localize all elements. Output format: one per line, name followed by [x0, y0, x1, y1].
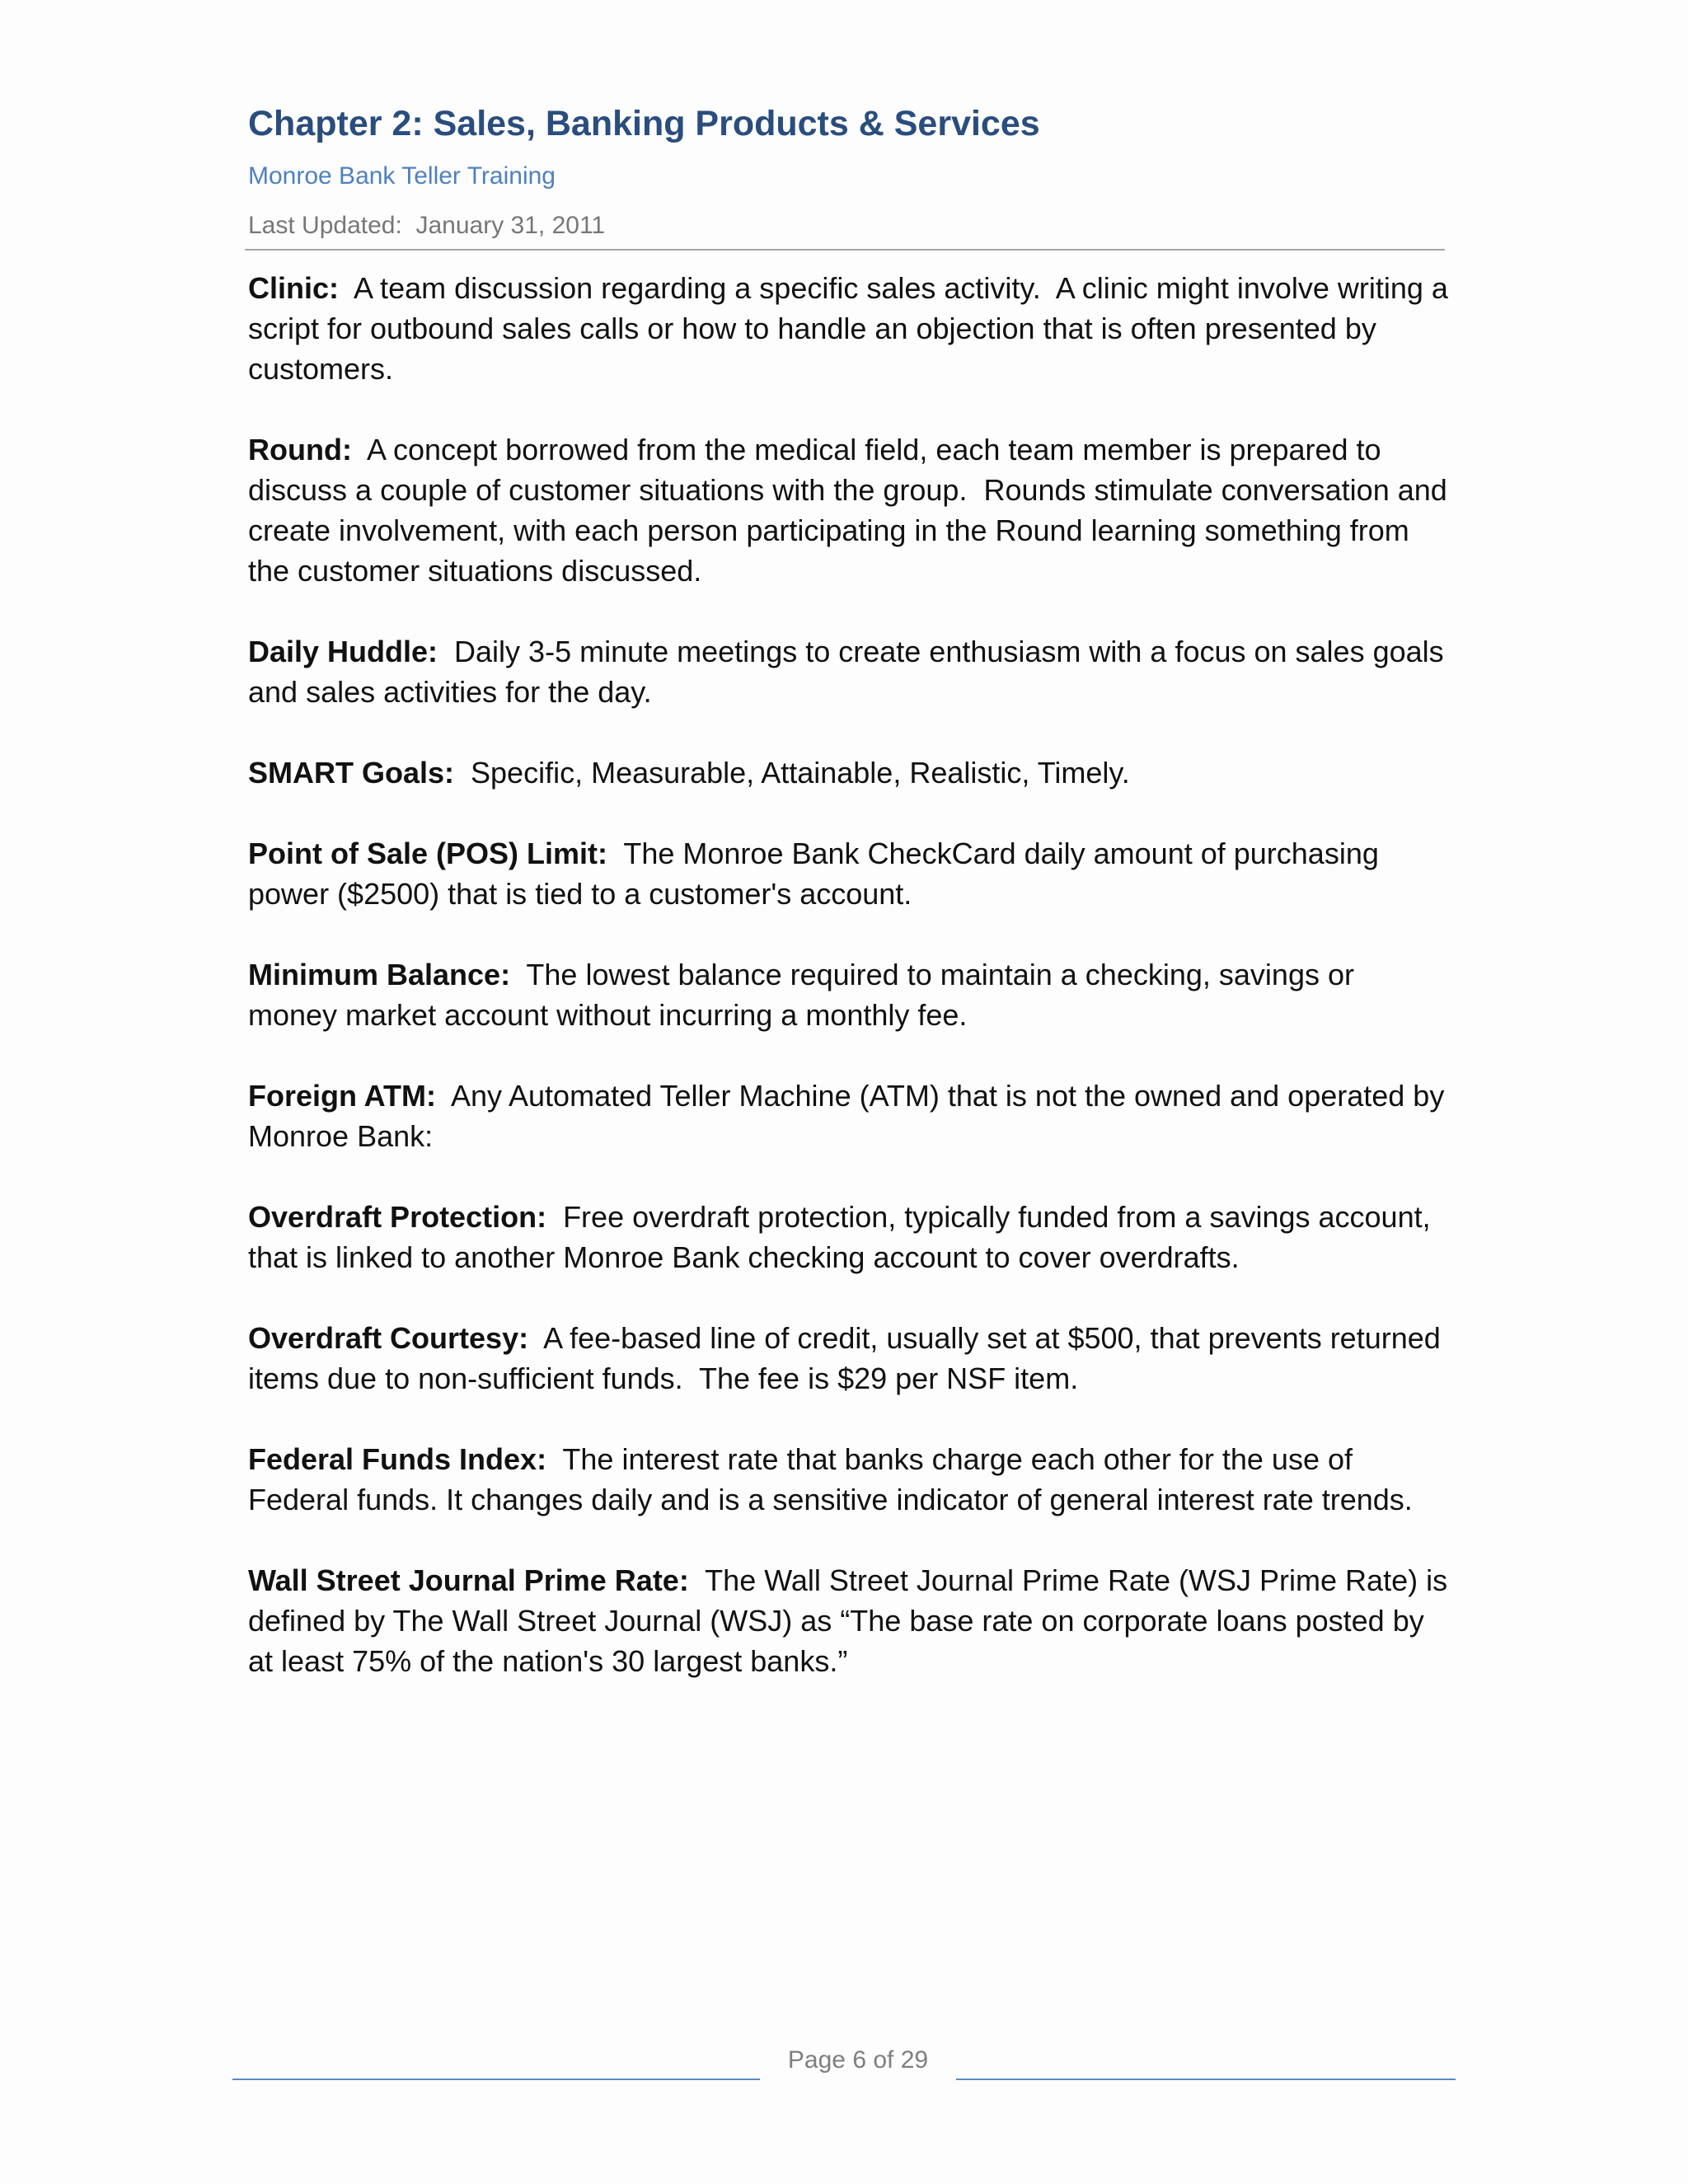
glossary-term: Overdraft Courtesy: [248, 1321, 529, 1355]
glossary-term: Round: [248, 433, 352, 466]
glossary-definition: The Monroe Bank CheckCard daily amount of purchasing power ($2500) that is tied to a customer's account. [248, 837, 1387, 911]
glossary-term: SMART Goals: [248, 756, 455, 790]
document-subtitle: Monroe Bank Teller Training [248, 162, 556, 190]
glossary-definition: The lowest balance required to maintain a checking, savings or money market account without incurring a monthly fee. [248, 958, 1362, 1032]
page-header [248, 99, 1445, 242]
glossary-definition: Free overdraft protection, typically funded from a savings account, that is linked to another Monroe Bank checking account to cover overdrafts. [248, 1200, 1439, 1274]
glossary-entry-foreign-atm [248, 1076, 1451, 1156]
footer-rule-left [232, 2079, 760, 2080]
glossary-definition: A fee-based line of credit, usually set at $500, that prevents returned items due to non-sufficient funds. The fee is $29 per NSF item. [248, 1321, 1449, 1395]
glossary-term: Overdraft Protection: [248, 1200, 547, 1234]
last-updated: Last Updated: January 31, 2011 [248, 212, 606, 239]
glossary-entry-daily-huddle [248, 631, 1451, 712]
glossary-entry-wsj-prime-rate [248, 1560, 1456, 1681]
chapter-title: Chapter 2: Sales, Banking Products & Services [248, 104, 1040, 143]
glossary-definition: A team discussion regarding a specific sales activity. A clinic might involve writing a script for outbound sales calls or how to handle an objection that is often presented by customers. [248, 271, 1456, 386]
glossary-term: Minimum Balance: [248, 958, 511, 991]
glossary-entry-federal-funds-index [248, 1439, 1451, 1520]
glossary-entry-overdraft-courtesy [248, 1318, 1451, 1399]
glossary-term: Federal Funds Index: [248, 1442, 547, 1476]
glossary-definition: The Wall Street Journal Prime Rate (WSJ Prime Rate) is defined by The Wall Street Journal (WSJ) as “The base rate on corporate loans posted by at least 75% of the nation's 30 largest banks.” [248, 1563, 1456, 1678]
glossary-term: Foreign ATM: [248, 1079, 436, 1113]
glossary-entry-smart-goals [248, 752, 1451, 793]
glossary-term: Point of Sale (POS) Limit: [248, 837, 608, 870]
glossary-definition: A concept borrowed from the medical field, each team member is prepared to discuss a couple of customer situations with the group. Rounds stimulate conversation and create involvement, with each person participating in the Round learning something from the customer situations discussed. [248, 433, 1456, 588]
glossary-definition: Specific, Measurable, Attainable, Realistic, Timely. [454, 756, 1130, 790]
glossary-definition: Any Automated Teller Machine (ATM) that is not the owned and operated by Monroe Bank: [248, 1079, 1453, 1153]
page-footer [232, 2044, 1456, 2085]
glossary-term: Daily Huddle: [248, 635, 438, 668]
footer-rule-right [956, 2079, 1456, 2080]
glossary-entry-overdraft-protection [248, 1197, 1451, 1277]
header-divider [245, 249, 1445, 251]
glossary-entry-minimum-balance [248, 954, 1451, 1035]
glossary-definition: Daily 3-5 minute meetings to create enthusiasm with a focus on sales goals and sales activities for the day. [248, 635, 1452, 709]
glossary-term: Wall Street Journal Prime Rate: [248, 1563, 689, 1597]
glossary-term: Clinic: [248, 271, 340, 305]
glossary-definition: The interest rate that banks charge each other for the use of Federal funds. It changes daily and is a sensitive indicator of general interest rate trends. [248, 1442, 1413, 1516]
page-number: Page 6 of 29 [787, 2046, 929, 2074]
glossary-entry-round [248, 429, 1456, 591]
glossary-entry-pos-limit [248, 833, 1451, 914]
glossary-entry-clinic [248, 268, 1456, 389]
glossary-content [248, 268, 1456, 1722]
